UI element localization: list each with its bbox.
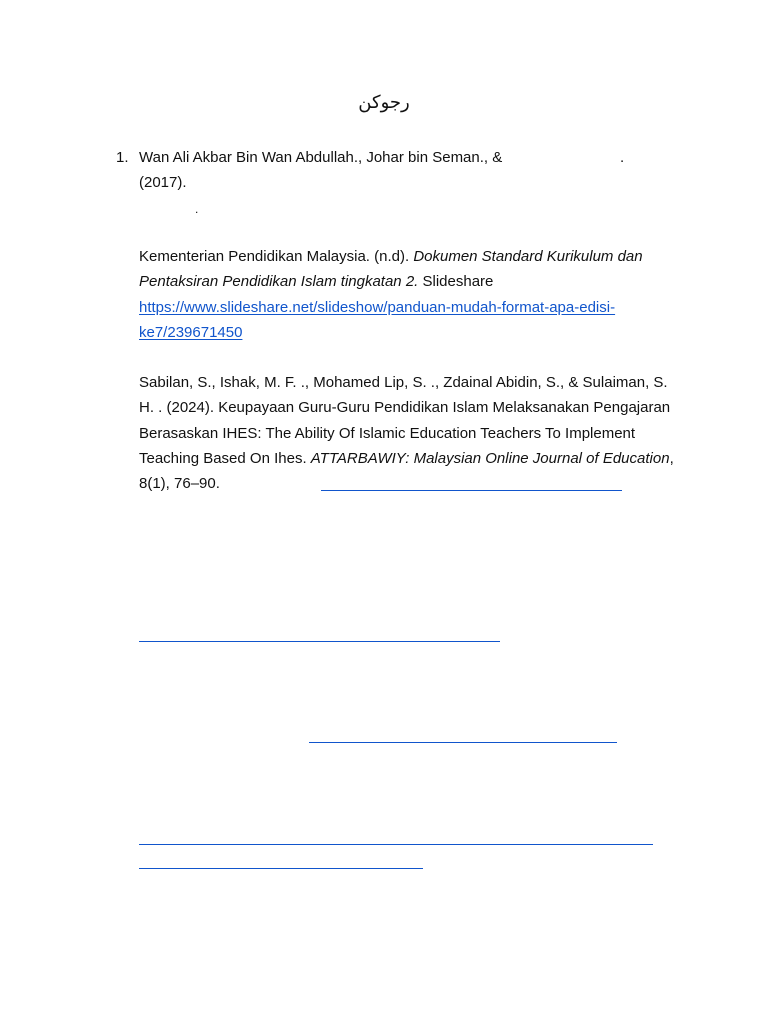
reference-1-trailing-dot: .	[620, 149, 625, 166]
reference-3-link-underline[interactable]	[321, 490, 622, 491]
reference-2-author: Kementerian Pendidikan Malaysia. (n.d).	[139, 248, 414, 265]
reference-3	[139, 370, 679, 496]
reference-3-journal: ATTARBAWIY: Malaysian Online Journal of Education	[310, 449, 670, 467]
hidden-link-underline-4[interactable]	[139, 868, 423, 869]
reference-2-title: Dokumen Standard Kurikulum dan Pentaksiran Pendidikan Islam tingkatan 2.	[139, 248, 643, 291]
reference-2-link[interactable]: https://www.slideshare.net/slideshow/panduan-mudah-format-apa-edisi-ke7/239671450	[139, 298, 616, 341]
reference-2-publisher: Slideshare	[418, 273, 494, 291]
reference-1-authors: Wan Ali Akbar Bin Wan Abdullah., Johar bin Seman., &	[139, 149, 503, 166]
hidden-link-underline-2[interactable]	[309, 742, 617, 743]
reference-1-year: (2017).	[139, 174, 187, 191]
list-number: 1.	[116, 149, 129, 166]
reference-1-dot: .	[195, 202, 199, 216]
reference-2	[139, 244, 679, 345]
hidden-link-underline-3[interactable]	[139, 844, 653, 845]
hidden-link-underline-1[interactable]	[139, 641, 500, 642]
reference-3-volume-pages: , 8(1), 76–90.	[139, 449, 674, 493]
reference-3-authors-title: Sabilan, S., Ishak, M. F. ., Mohamed Lip, S. ., Zdainal Abidin, S., & Sulaiman, S. H. . (2024). Keupayaan Guru-Guru Pendidikan Islam Melaksanakan Pengajaran Berasaskan IHES: The Ability Of Islamic Education Teachers To Implement Teaching Based On Ihes.	[139, 374, 671, 467]
page-title: رجوكن	[358, 92, 410, 113]
